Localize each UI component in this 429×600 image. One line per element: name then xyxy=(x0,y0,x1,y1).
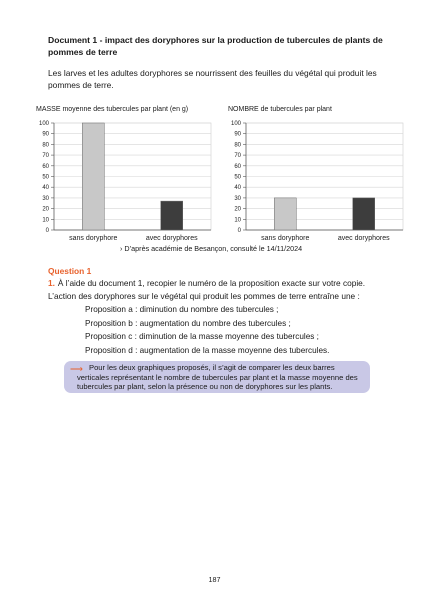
y-tick-label: 30 xyxy=(42,195,49,202)
x-category-label: avec doryphores xyxy=(337,235,390,242)
x-category-label: avec doryphores xyxy=(145,235,198,242)
chart-mass-plot xyxy=(36,118,216,246)
y-tick-label: 90 xyxy=(234,131,241,138)
bar-avec-doryphores xyxy=(161,201,183,230)
chart-mass xyxy=(36,105,216,246)
x-category-label: sans doryphore xyxy=(69,235,118,242)
source-citation: › D’après académie de Besançon, consulté le 14/11/2024 xyxy=(120,244,303,253)
proposition-a: Proposition a : diminution du nombre des tubercules ; xyxy=(85,305,279,314)
y-tick-label: 40 xyxy=(42,185,49,192)
y-tick-label: 20 xyxy=(42,206,49,213)
y-tick-label: 100 xyxy=(38,121,49,127)
chart-mass-title: MASSE moyenne des tubercules par plant (en g) xyxy=(36,106,189,113)
question-statement: L’action des doryphores sur le végétal qui produit les pommes de terre entraîne une : xyxy=(48,291,360,301)
y-tick-label: 70 xyxy=(234,153,241,160)
document-title: Document 1 - impact des doryphores sur la production de tubercules de plants de pommes de terre xyxy=(48,35,383,57)
chart-count-title: NOMBRE de tubercules par plant xyxy=(228,106,332,113)
page-number: 187 xyxy=(208,575,221,584)
question-number: 1. xyxy=(48,278,55,288)
y-tick-label: 70 xyxy=(42,153,49,160)
y-tick-label: 0 xyxy=(237,228,241,234)
proposition-b: Proposition b : augmentation du nombre des tubercules ; xyxy=(85,318,291,328)
bar-sans-doryphore xyxy=(274,198,296,230)
y-tick-label: 80 xyxy=(234,142,241,149)
propositions-list xyxy=(85,303,385,357)
y-tick-label: 40 xyxy=(234,185,241,192)
hint-text: Pour les deux graphiques proposés, il s’agit de comparer les deux barres verticales représentant le nombre de tubercules par plant et la masse moyenne des tubercules par plant, selon la présence ou non de doryphores sur les plants. xyxy=(77,363,358,392)
y-tick-label: 90 xyxy=(42,131,49,138)
y-tick-label: 80 xyxy=(42,142,49,149)
question-title: Question 1 xyxy=(48,266,92,276)
y-tick-label: 30 xyxy=(234,195,241,202)
hint-box xyxy=(64,361,370,393)
chart-count-plot xyxy=(228,118,408,246)
y-tick-label: 50 xyxy=(234,174,241,181)
chart-count xyxy=(228,105,408,246)
arrow-right-icon: ⟶ xyxy=(70,364,83,374)
question-instruction: À l’aide du document 1, recopier le numéro de la proposition exacte sur votre copie. xyxy=(57,278,366,288)
y-tick-label: 10 xyxy=(234,217,241,224)
bar-sans-doryphore xyxy=(82,123,104,230)
y-tick-label: 60 xyxy=(234,163,241,170)
document-intro: Les larves et les adultes doryphores se nourrissent des feuilles du végétal qui produit les pommes de terre. xyxy=(48,68,377,90)
x-category-label: sans doryphore xyxy=(261,235,310,242)
y-tick-label: 100 xyxy=(230,121,241,127)
y-tick-label: 50 xyxy=(42,174,49,181)
y-tick-label: 20 xyxy=(234,206,241,213)
bar-avec-doryphores xyxy=(353,198,375,230)
y-tick-label: 10 xyxy=(42,217,49,224)
y-tick-label: 60 xyxy=(42,163,49,170)
question-instruction-line xyxy=(48,278,365,289)
y-tick-label: 0 xyxy=(45,228,49,234)
proposition-c: Proposition c : diminution de la masse moyenne des tubercules ; xyxy=(85,332,319,342)
proposition-d: Proposition d : augmentation de la masse moyenne des tubercules. xyxy=(85,345,330,355)
